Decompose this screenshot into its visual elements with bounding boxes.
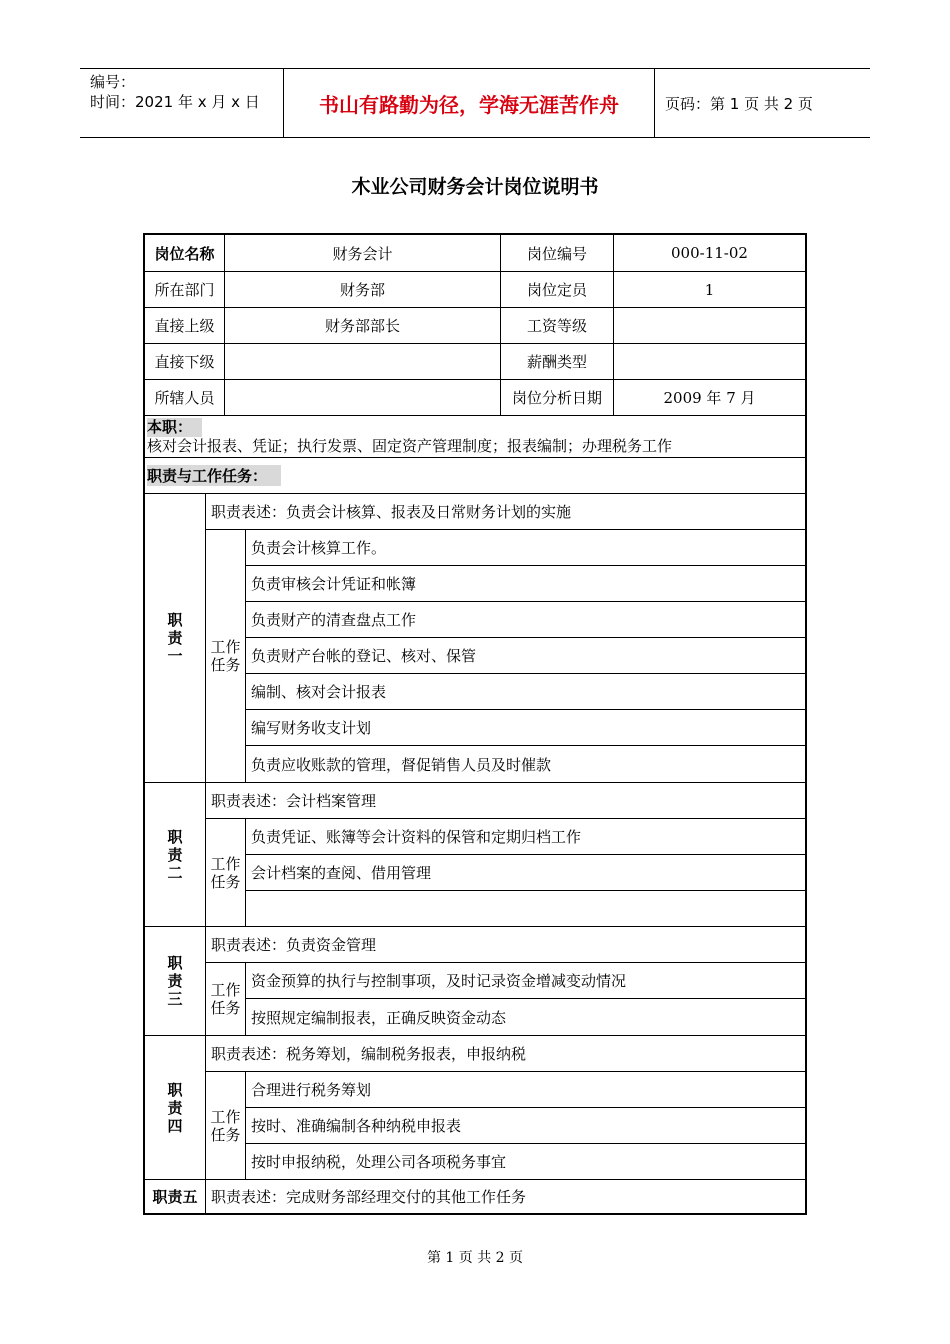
wage-grade-label: 工资等级	[500, 307, 613, 343]
task-row: 按时、准确编制各种纳税申报表	[245, 1107, 805, 1143]
post-name-label: 岗位名称	[154, 244, 215, 263]
duty-4-label: 职 责 四	[145, 1035, 205, 1179]
task-row: 合理进行税务筹划	[245, 1071, 805, 1107]
document-title: 木业公司财务会计岗位说明书	[351, 176, 599, 198]
page-header	[80, 68, 870, 138]
task-row: 按时申报纳税，处理公司各项税务事宜	[245, 1143, 805, 1179]
subordinate-value	[224, 343, 500, 379]
department-value: 财务部	[224, 271, 500, 307]
duty-2-task-label: 工作 任务	[205, 818, 245, 926]
header-motto: 书山有路勤为径，学海无涯苦作舟	[283, 69, 655, 137]
task-row: 负责会计核算工作。	[245, 529, 805, 565]
department-label: 所在部门	[145, 271, 224, 307]
duties-heading: 职责与工作任务：	[147, 465, 281, 486]
duty-summary-label: 本职：	[147, 418, 202, 437]
task-row: 负责应收账款的管理，督促销售人员及时催款	[245, 745, 805, 782]
task-row: 负责财产的清查盘点工作	[245, 601, 805, 637]
duties-heading-row	[145, 457, 805, 493]
staff-label: 所辖人员	[145, 379, 224, 415]
pay-type-value	[613, 343, 805, 379]
page-footer: 第 1 页 共 2 页	[426, 1250, 524, 1266]
duty-1-label: 职 责 一	[145, 493, 205, 782]
duty-4-description: 职责表述：税务筹划，编制税务报表，申报纳税	[205, 1035, 805, 1071]
analysis-date-value: 2009 年 7 月	[613, 379, 805, 415]
staff-value	[224, 379, 500, 415]
post-code-label: 岗位编号	[500, 235, 613, 271]
duty-5-label: 职责五	[145, 1179, 205, 1213]
headcount-value: 1	[613, 271, 805, 307]
duty-1-task-label: 工作 任务	[205, 529, 245, 782]
duty-3-task-label: 工作 任务	[205, 962, 245, 1035]
duty-2-description: 职责表述：会计档案管理	[205, 782, 805, 818]
document-number-label: 编号：	[90, 73, 136, 91]
job-description-form	[143, 233, 807, 1215]
document-date-label: 时间：2021 年 x 月 x 日	[90, 93, 260, 111]
pay-type-label: 薪酬类型	[500, 343, 613, 379]
superior-value: 财务部部长	[224, 307, 500, 343]
task-row: 负责审核会计凭证和帐簿	[245, 565, 805, 601]
task-row: 资金预算的执行与控制事项，及时记录资金增减变动情况	[245, 962, 805, 998]
subordinate-label: 直接下级	[145, 343, 224, 379]
duty-3-description: 职责表述：负责资金管理	[205, 926, 805, 962]
task-row: 会计档案的查阅、借用管理	[245, 854, 805, 890]
duty-1-description: 职责表述：负责会计核算、报表及日常财务计划的实施	[205, 493, 805, 529]
task-row: 按照规定编制报表，正确反映资金动态	[245, 998, 805, 1035]
headcount-label: 岗位定员	[500, 271, 613, 307]
task-row: 编制、核对会计报表	[245, 673, 805, 709]
header-page-indicator: 页码：第 1 页 共 2 页	[665, 94, 813, 113]
duty-5-description: 职责表述：完成财务部经理交付的其他工作任务	[205, 1179, 805, 1213]
duty-2-label: 职 责 二	[145, 782, 205, 926]
superior-label: 直接上级	[145, 307, 224, 343]
task-row	[245, 890, 805, 926]
task-row: 编写财务收支计划	[245, 709, 805, 745]
duty-4-task-label: 工作 任务	[205, 1071, 245, 1179]
wage-grade-value	[613, 307, 805, 343]
duty-summary-section	[145, 415, 805, 457]
header-meta	[80, 69, 283, 137]
analysis-date-label: 岗位分析日期	[500, 379, 613, 415]
post-name-value: 财务会计	[224, 235, 500, 271]
task-row: 负责财产台帐的登记、核对、保管	[245, 637, 805, 673]
duty-summary-text: 核对会计报表、凭证；执行发票、固定资产管理制度；报表编制；办理税务工作	[147, 437, 673, 455]
task-row: 负责凭证、账簿等会计资料的保管和定期归档工作	[245, 818, 805, 854]
duty-3-label: 职 责 三	[145, 926, 205, 1035]
post-code-value: 000-11-02	[613, 235, 805, 271]
